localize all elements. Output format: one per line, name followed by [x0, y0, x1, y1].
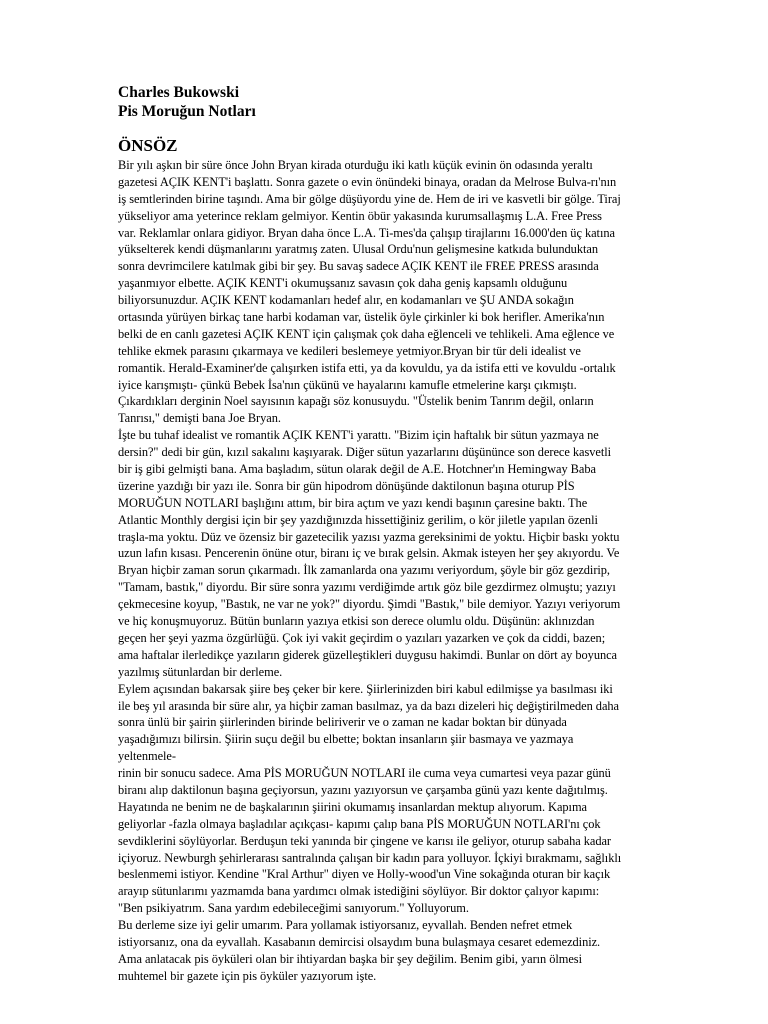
text-line: yükseliyor ama yeterince reklam gelmiyor. Kentin öbür yakasında kurumsallaşmış L.A. Free Press	[118, 208, 602, 223]
text-line: yaşadığımızı bilirsin. Şiirin suçu değil bu elbette; boktan insanların şiir basmaya ve yazmaya	[118, 732, 574, 747]
text-line: yükselterek kendi düşmanlarını yaratmış zaten. Ulusal Ordu'nun gelişmesine katkıda bulunduktan	[118, 242, 598, 257]
text-line: sevdiklerini söylüyorlar. Berduşun teki yanında bir çingene ve karısı ile geliyor, oturup sabaha kadar	[118, 833, 611, 848]
text-line: gazetesi AÇIK KENT'i başlattı. Sonra gazete o evin önündeki binaya, oradan da Melrose Bulva-rı'nın	[118, 174, 617, 189]
text-line: yaşanmıyor elbette. AÇIK KENT'i okumuşsanız savasın çok daha geniş kapsamlı olduğunu	[118, 276, 568, 291]
text-line: çekmecesine koyup, "Bastık, ne var ne yok?" diyordu. Şimdi "Bastık," bile demiyor. Yazıyı veriyorum	[118, 597, 621, 612]
text-line: romantik. Herald-Examiner'de çalışırken istifa etti, ya da kovuldu, ya da istifa etti ve kovuldu -ortalık	[118, 360, 616, 375]
text-line: istiyorsanız, ona da eyvallah. Kasabanın demircisi olsaydım buna bulaşmaya cesaret edemezdiniz.	[118, 934, 601, 949]
text-line: dersin?" dedi bir gün, kızıl sakalını kaşıyarak. Diğer sütun yazarlarını düşününce son derece kasvetli	[118, 445, 612, 460]
text-line: Ama anlatacak pis öyküleri olan bir ihtiyardan başka bir şey değilim. Benim gibi, yarın ölmesi	[118, 951, 582, 966]
text-line: ile beş yıl arasında bir süre alır, ya hiçbir zaman basılmaz, ya da bazı dizeleri hiç değiştirilmeden daha	[118, 698, 619, 713]
text-line: üzerine yazdığı bir yazı ile. Sonra bir gün hipodrom dönüşünde daktilonun başına oturup PİS	[118, 478, 575, 493]
text-line: "Tamam, bastık," diyordu. Bir süre sonra yazımı verdiğimde artık göz bile gezdirmez olmuştu; yazıyı	[118, 580, 616, 595]
text-line: beslenmemi istiyor. Kendine "Kral Arthur" diyen ve Holly-wood'un Vine sokağında oturan bir kaçık	[118, 867, 611, 882]
text-line: rinin bir sonucu sadece. Ama PİS MORUĞUN NOTLARI ile cuma veya cumartesi veya pazar günü	[118, 766, 611, 781]
text-line: sonra ünlü bir şairin şiirlerinden birinde beliriverir ve o zaman ne kadar boktan bir dünyada	[118, 715, 567, 730]
text-line: ve hiç konuşmuyoruz. Bütün bunların yazıya etkisi son derece olumlu oldu. Düşünün: aklınızdan	[118, 614, 595, 629]
text-line: arayıp sütunlarımı yazmamda bana yardımcı olmak istediğini söylüyor. Bir doktor çalıyor kapımı:	[118, 884, 600, 899]
text-line: ortasında yürüyen birkaç tane harbi kodaman var, üstelik öyle çirkinler ki bok herifler. Amerika'nın	[118, 310, 605, 325]
text-line: Hayatında ne benim ne de başkalarının şiirini okumamış insanlardan mektup alıyorum. Kapıma	[118, 799, 587, 814]
text-line: muhtemel bir gazete için pis öyküler yazıyorum işte.	[118, 968, 377, 983]
text-line: iyice karışmıştı- çünkü Bebek İsa'nın çükünü ve hayalarını kamufle etmelerine karşı çıkmıştı.	[118, 377, 577, 392]
text-line: var. Reklamlar onlara gidiyor. Bryan daha önce L.A. Ti-mes'da çalışıp tirajlarını 16.000'den üç katına	[118, 225, 615, 240]
text-line: geçen her şeyi yazma özgürlüğü. Çok iyi vakit geçirdim o yazıları yazarken ve çok da ciddi, bazen;	[118, 630, 606, 645]
text-line: ama haftalar ilerledikçe yazıların giderek güzelleştikleri duygusu hakimdi. Bunlar on dört ay boyunca	[118, 647, 618, 662]
text-line: tehlike ekmek parasını çıkarmaya ve kedileri beslemeye yetmiyor.Bryan bir tür deli idealist ve	[118, 343, 581, 358]
text-line: yazılmış sütunlardan bir derleme.	[118, 664, 283, 679]
text-line: belki de en canlı gazetesi AÇIK KENT için çalışmak çok daha eğlenceli ve tehlikeli. Ama eğlence ve	[118, 326, 615, 341]
text-line: uzun lafın kısası. Pencerenin önüne otur, biranı iç ve bırak gelsin. Akmak isteyen her şey akıyordu. Ve	[118, 546, 620, 561]
text-line: Çıkardıkları derginin Noel sayısının kapağı söz konusuydu. "Üstelik benim Tanrım değil, onların	[118, 394, 594, 409]
section-heading: ÖNSÖZ	[118, 136, 178, 155]
text-line: sonra devrimcilere katılmak gibi bir şey. Bu savaş sadece AÇIK KENT ile FREE PRESS arasında	[118, 259, 599, 274]
text-line: Atlantic Monthly dergisi için bir şey yazdığınızda hissettiğiniz gerilim, o kör jiletle yapılan özenli	[118, 512, 598, 527]
text-line: yeltenmele-	[118, 749, 176, 764]
text-line: Bu derleme size iyi gelir umarım. Para yollamak istiyorsanız, eyvallah. Benden nefret etmek	[118, 918, 573, 933]
body-text	[118, 157, 658, 985]
text-line: Bir yılı aşkın bir süre önce John Bryan kirada oturduğu iki katlı küçük evinin ön odasında yeraltı	[118, 158, 593, 172]
text-line: biranı alıp daktilonun başına geçiyorsun, yazını yazıyorsun ve çarşamba günü yazı kente dağıtılmış.	[118, 782, 608, 797]
text-line: iş semtlerinden birine taşındı. Ama bir gölge düşüyordu yine de. Hem de iri ve kasvetli bir gölge. Tiraj	[118, 191, 621, 206]
text-line: Eylem açısından bakarsak şiire beş çeker bir kere. Şiirlerinizden biri kabul edilmişse ya basılması iki	[118, 681, 613, 696]
text-line: bir iş gibi gelmişti bana. Ama başladım, sütun olarak değil de A.E. Hotchner'ın Hemingway Baba	[118, 462, 596, 477]
text-line: geliyorlar -fazla olmaya başladılar açıkçası- kapımı çalıp bana PİS MORUĞUN NOTLARI'nı çok	[118, 816, 601, 831]
text-line: traşla-ma yoktu. Düz ve özensiz bir gazetecilik yazısı yazma gereksinimi de yoktu. Hiçbir baskı yoktu	[118, 529, 620, 544]
text-line: İşte bu tuhaf idealist ve romantik AÇIK KENT'i yarattı. "Bizim için haftalık bir sütun yazmaya ne	[118, 428, 599, 443]
text-line: Bryan hiçbir zaman sorun çıkarmadı. İlk zamanlarda ona yazımı veriyordum, şöyle bir göz gezdirip,	[118, 563, 610, 578]
text-line: içiyoruz. Newburgh şehirlerarası santralında çalışan bir kadın para yolluyor. İçkiyi bırakmamı, sağlıklı	[118, 850, 622, 865]
book-title: Pis Moruğun Notları	[118, 103, 256, 120]
text-line: MORUĞUN NOTLARI başlığını attım, bir bira açtım ve yazı kendi başının çaresine baktı. The	[118, 495, 588, 510]
author-name: Charles Bukowski	[118, 84, 240, 101]
text-line: "Ben psikiyatrım. Sana yardım edebileceğimi sanıyorum." Yolluyorum.	[118, 901, 469, 916]
text-line: biliyorsunuzdur. AÇIK KENT kodamanları hedef alır, en kodamanları ve ŞU ANDA sokağın	[118, 293, 574, 308]
text-line: Tanrısı," demişti bana Joe Bryan.	[118, 411, 281, 426]
